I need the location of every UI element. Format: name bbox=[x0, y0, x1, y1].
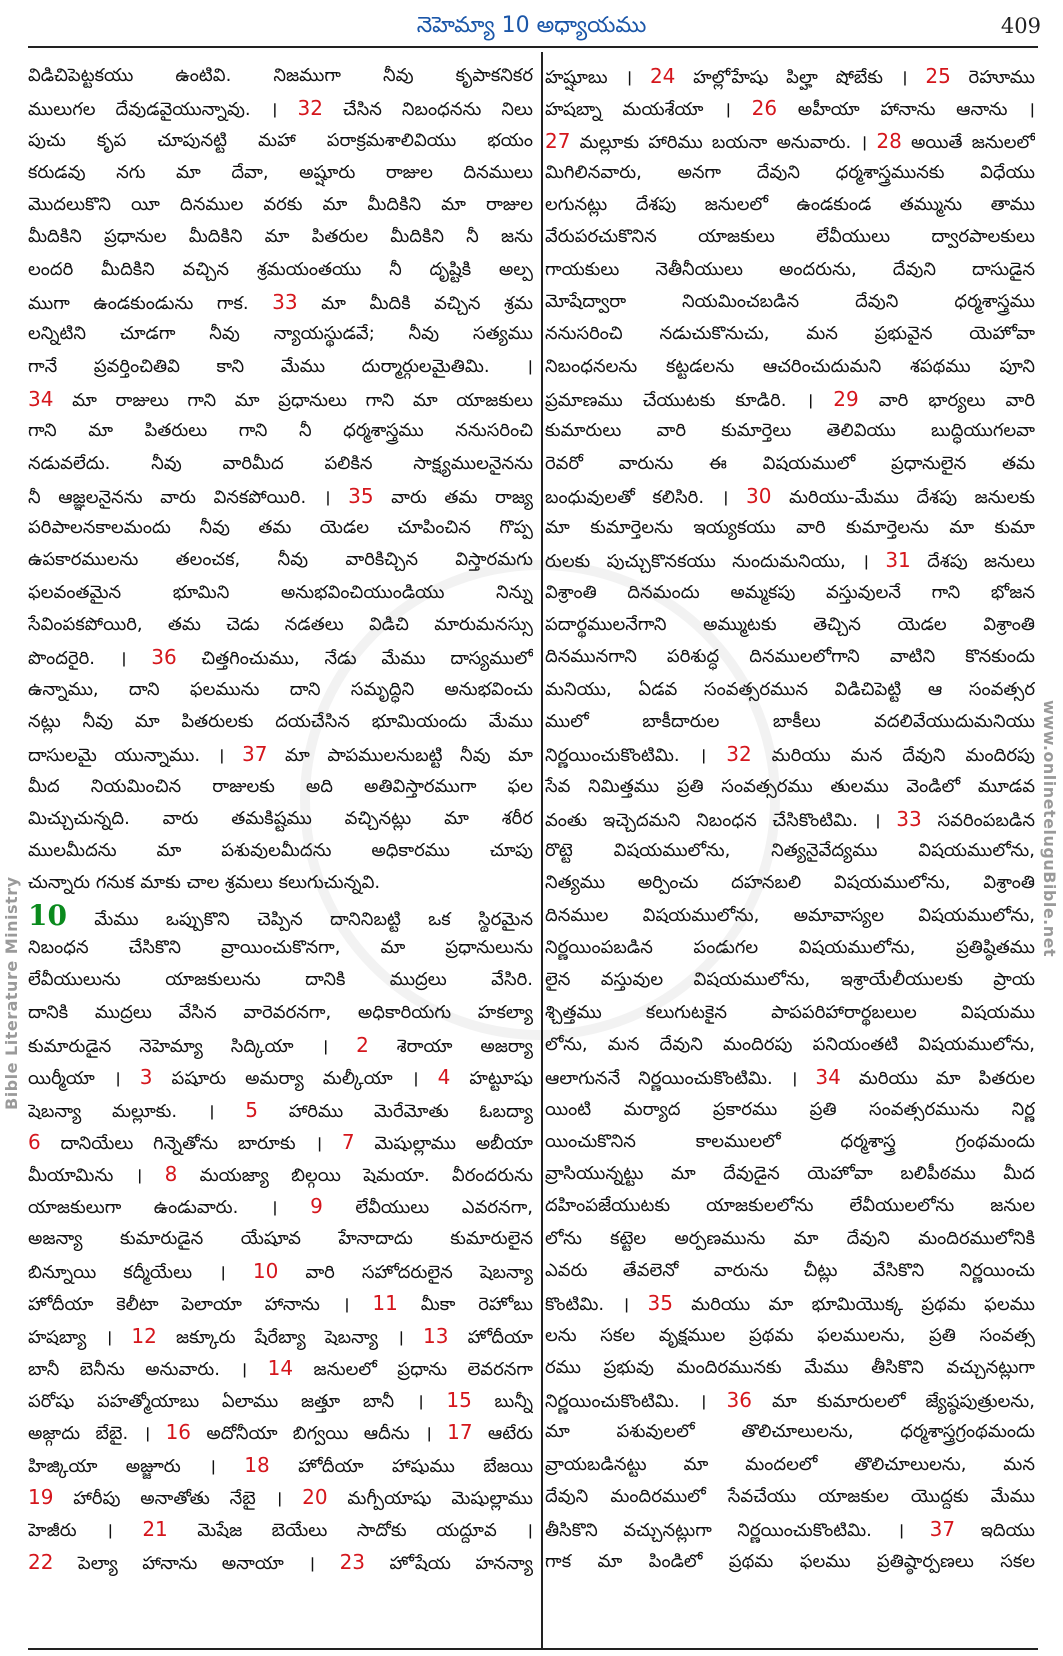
verse-number: 31 bbox=[885, 548, 911, 573]
verse-text: మోషేద్వారా నియమించబడిన దేవుని ధర్మశాస్త్రము bbox=[545, 291, 1035, 313]
verse-text: సేవింపకపోయిరి, తమ చెడు నడతలు విడిచి మారుమనస్సు bbox=[28, 614, 533, 636]
verse-text: నిత్యము అర్పించు దహనబలి విషయములోను, విశ్రాంతి bbox=[545, 872, 1035, 894]
verse-text: నట్లు నీవు మా పితరులకు దయచేసిన భూమియందు మేము bbox=[28, 710, 533, 732]
text-line bbox=[545, 835, 1035, 867]
chapter-number: 10 bbox=[28, 899, 67, 932]
text-line bbox=[28, 1352, 533, 1384]
verse-text: ఫలవంతమైన భూమిని అనుభవించియుండియు నిన్ను bbox=[28, 581, 533, 603]
verse-text: శెరాయా అజర్యా bbox=[368, 1035, 533, 1057]
verse-number: 37 bbox=[929, 1517, 956, 1542]
text-line bbox=[28, 60, 533, 92]
verse-text: మనియు, ఏడవ సంవత్సరమున విడిచిపెట్టి ఆ సంవత్సర bbox=[545, 678, 1035, 700]
text-line bbox=[545, 448, 1035, 480]
verse-text: మీదికిని ప్రధానుల మీదికిని మా పితరుల మీదికిని నీ జను bbox=[28, 226, 533, 248]
verse-text: దాసులమై యున్నాము. । bbox=[28, 745, 242, 767]
verse-number: 17 bbox=[447, 1420, 473, 1445]
text-line bbox=[28, 1126, 533, 1158]
verse-text: మెషేజ బెయేలు సాదోకు యద్దూవ । bbox=[167, 1520, 533, 1542]
verse-text: మా పశువులలో తొలిచూలులను, ధర్మశాస్త్రగ్రంథమందు bbox=[545, 1421, 1035, 1443]
text-line bbox=[28, 900, 533, 932]
text-line bbox=[545, 351, 1035, 383]
text-line bbox=[28, 932, 533, 964]
verse-text: చున్నారు గనుక మాకు చాల శ్రమలు కలుగుచున్నవి. bbox=[28, 872, 381, 894]
header-rule bbox=[28, 46, 1038, 48]
text-line bbox=[545, 415, 1035, 447]
text-line bbox=[28, 1255, 533, 1287]
text-line bbox=[545, 803, 1035, 835]
verse-text: సేవ నిమిత్తము ప్రతి సంవత్సరము తులము వెండిలో మూడవ bbox=[545, 775, 1035, 797]
text-line bbox=[28, 1481, 533, 1513]
text-line bbox=[545, 60, 1035, 92]
verse-text: దేవుని మందిరములో సేవచేయు యాజకుల యొద్దకు మేము bbox=[545, 1486, 1035, 1508]
left-margin-watermark bbox=[0, 0, 30, 1656]
verse-text: బంధువులతో కలిసిరి. । bbox=[545, 486, 746, 508]
verse-number: 24 bbox=[649, 64, 676, 88]
text-line bbox=[545, 932, 1035, 964]
verse-text: శ్చిత్తము కలుగుటకైన పాపపరిహారార్థబలుల విషయము bbox=[545, 1001, 1035, 1023]
text-line bbox=[545, 997, 1035, 1029]
text-line bbox=[545, 577, 1035, 609]
verse-text: లేవీయులును యాజకులును దానికి ముద్రలు వేసిరి. bbox=[28, 969, 533, 991]
verse-text: బానీ బెనీను అనువారు. । bbox=[28, 1358, 268, 1380]
verse-number: 8 bbox=[164, 1162, 178, 1187]
verse-number: 15 bbox=[446, 1388, 472, 1413]
verse-text: పషూరు అమర్యా మల్కీయా । bbox=[152, 1068, 438, 1090]
verse-text: నిర్ణయించుకొంటిమి. । bbox=[545, 1391, 727, 1413]
text-line bbox=[28, 157, 533, 189]
verse-text: గాని మా పితరులు గాని నీ ధర్మశాస్త్రము ననుసరించి bbox=[28, 420, 533, 442]
verse-text: తీసికొని వచ్చునట్లుగా నిర్ణయించుకొంటిమి. । bbox=[545, 1520, 930, 1542]
verse-text: మేము ఒప్పుకొని చెప్పిన దానినిబట్టి ఒక స్థిరమైన bbox=[66, 908, 533, 930]
verse-text: మా రాజులు గాని మా ప్రధానులు గాని మా యాజకులు bbox=[53, 389, 533, 411]
text-line bbox=[28, 641, 533, 673]
verse-text: ఉపకారములను తలంచక, నీవు వారికిచ్చిన విస్తారమగు bbox=[28, 549, 533, 571]
text-line bbox=[545, 480, 1035, 512]
verse-text: మీయామిను । bbox=[28, 1165, 165, 1187]
text-line bbox=[28, 867, 533, 899]
verse-number: 2 bbox=[356, 1032, 369, 1057]
text-line bbox=[28, 383, 533, 415]
verse-number: 36 bbox=[151, 645, 177, 670]
verse-text: లన్నిటిని చూడగా నీవు న్యాయస్థుడవే; నీవు సత్యము bbox=[28, 323, 533, 345]
text-line bbox=[28, 318, 533, 350]
verse-number: 36 bbox=[726, 1388, 752, 1413]
text-line bbox=[28, 738, 533, 770]
text-line bbox=[545, 1481, 1035, 1513]
verse-text: హష్షూబు । bbox=[545, 67, 650, 88]
text-line bbox=[28, 512, 533, 544]
verse-number: 10 bbox=[252, 1258, 279, 1283]
text-line bbox=[545, 1061, 1035, 1093]
text-line bbox=[28, 125, 533, 157]
verse-text: యించుకొనిన కాలములలో ధర్మశాస్త్ర గ్రంథమందు bbox=[545, 1130, 1035, 1152]
verse-text: దినమునగాని పరిశుద్ధ దినములలోగాని వాటిని కొనకుందు bbox=[545, 646, 1035, 668]
verse-text: పరిపాలనకాలమందు నీవు తమ యెడల చూపించిన గొప్ప bbox=[28, 517, 533, 539]
verse-text: మా పాపములనుబట్టి నీవు మా bbox=[267, 745, 533, 767]
verse-number: 33 bbox=[896, 806, 922, 831]
verse-text: అదోనీయా బిగ్వయి ఆదీను । bbox=[191, 1423, 448, 1445]
verse-number: 18 bbox=[244, 1452, 270, 1477]
verse-text: హారీపు అనాతోతు నేబై । bbox=[53, 1488, 303, 1510]
text-line bbox=[28, 1287, 533, 1319]
verse-text: ననుసరించి నడుచుకొనుచు, మన ప్రభువైన యెహోవా bbox=[545, 323, 1035, 345]
verse-text: హిజ్కియా అజ్జూరు । bbox=[28, 1455, 245, 1477]
text-line bbox=[28, 221, 533, 253]
verse-text: కుమారులు వారి కుమార్తెలు తెలివియు బుద్ధియుగలవా bbox=[545, 420, 1035, 442]
verse-text: వారు తమ రాజ్య bbox=[373, 486, 533, 508]
page-header bbox=[0, 0, 1063, 44]
verse-number: 16 bbox=[165, 1420, 192, 1445]
text-line bbox=[545, 1449, 1035, 1481]
verse-text: పుచు కృప చూపునట్టి మహా పరాక్రమశాలివియు భయం bbox=[28, 129, 533, 151]
text-line bbox=[28, 480, 533, 512]
text-line bbox=[545, 157, 1035, 189]
text-line bbox=[28, 577, 533, 609]
text-line bbox=[545, 383, 1035, 415]
verse-number: 13 bbox=[423, 1323, 449, 1348]
verse-text: జక్కూరు షేరేబ్యా షెబన్యా । bbox=[156, 1326, 424, 1348]
verse-text: హోదీయా bbox=[448, 1326, 533, 1348]
verse-text: గాక మా పిండిలో ప్రథమ ఫలము ప్రతిష్ఠార్పణలు సకల bbox=[545, 1550, 1035, 1572]
verse-text: బున్నీ bbox=[471, 1391, 533, 1413]
verse-text: హట్టూషు bbox=[450, 1068, 533, 1090]
verse-text: మగ్పీయాషు మెషుల్లాము bbox=[327, 1488, 533, 1510]
right-margin-watermark bbox=[1033, 0, 1063, 1656]
verse-number: 34 bbox=[28, 386, 54, 411]
text-line bbox=[545, 1287, 1035, 1319]
text-line bbox=[545, 674, 1035, 706]
verse-text: అయితే జనులలో bbox=[901, 131, 1035, 153]
verse-number: 5 bbox=[245, 1097, 259, 1122]
text-line bbox=[545, 609, 1035, 641]
verse-text: వారి సహోదరులైన షెబన్యా bbox=[278, 1261, 533, 1283]
verse-number: 27 bbox=[545, 128, 571, 153]
verse-text: చిత్తగించుము, నేడు మేము దాస్యములో bbox=[176, 648, 533, 670]
verse-text: నిబంధనలను కట్టడలను ఆచరించుదుమని శపథము పూని bbox=[545, 355, 1035, 377]
verse-text: చేసిన నిబంధనను నిలు bbox=[322, 99, 533, 121]
text-line bbox=[28, 771, 533, 803]
verse-text: వారి భార్యలు వారి bbox=[858, 389, 1035, 411]
verse-number: 6 bbox=[28, 1129, 41, 1154]
text-line bbox=[545, 92, 1035, 124]
verse-text: సవరింపబడిన bbox=[921, 809, 1035, 831]
text-line bbox=[545, 1126, 1035, 1158]
verse-text: మా కుమార్తెలను ఇయ్యకయు వారి కుమార్తెలను మా కుమా bbox=[545, 517, 1035, 539]
verse-number: 32 bbox=[297, 96, 323, 121]
verse-text: అహీయా హానాను ఆనాను । bbox=[777, 99, 1035, 121]
verse-text: మీద నియమించిన రాజులకు అది అతివిస్తారముగా ఫల bbox=[28, 775, 533, 797]
verse-text: పెల్యా హానాను అనాయా । bbox=[53, 1552, 340, 1574]
text-line bbox=[545, 1094, 1035, 1126]
verse-text: మా కుమారులలో జ్యేష్ఠపుత్రులను, bbox=[751, 1391, 1035, 1413]
text-line bbox=[545, 125, 1035, 157]
text-line bbox=[28, 1416, 533, 1448]
verse-text: ఆలాగుననే నిర్ణయించుకొంటిమి. । bbox=[545, 1068, 816, 1090]
text-line bbox=[545, 512, 1035, 544]
verse-text: జనులలో ప్రధాను లెవరనగా bbox=[293, 1358, 533, 1380]
verse-number: 32 bbox=[726, 742, 752, 767]
verse-text: మిచ్చుచున్నది. వారు తమకిష్టము వచ్చినట్లు మా శరీర bbox=[28, 807, 533, 829]
text-line bbox=[545, 1546, 1035, 1578]
verse-text: నిర్ణయించుకొంటిమి. । bbox=[545, 745, 727, 767]
text-line bbox=[28, 1094, 533, 1126]
text-line bbox=[545, 641, 1035, 673]
verse-text: మిగిలినవారు, అనగా దేవుని ధర్మశాస్త్రమునకు విధేయు bbox=[545, 161, 1035, 183]
verse-text: లందరి మీదికిని వచ్చిన శ్రమయంతయు నీ దృష్టికి అల్ప bbox=[28, 258, 533, 280]
text-line bbox=[545, 1416, 1035, 1448]
verse-text: మొదలుకొని యీ దినముల వరకు మా మీదికిని మా రాజుల bbox=[28, 194, 533, 216]
text-line bbox=[28, 1546, 533, 1578]
verse-number: 34 bbox=[815, 1065, 841, 1090]
verse-text: వేరుపరచుకొనిన యాజకులు లేవీయులు ద్వారపాలకులు bbox=[545, 226, 1035, 248]
verse-text: దానియేలు గిన్నెతోను బారూకు । bbox=[40, 1132, 342, 1154]
verse-text: లను సకల వృక్షముల ప్రథమ ఫలములను, ప్రతి సంవత్స bbox=[545, 1324, 1035, 1346]
verse-text: లోను కట్టెల అర్పణమును మా దేవుని మందిరములోనికి bbox=[545, 1227, 1035, 1249]
verse-text: హోదీయా కెలీటా పెలాయా హానాను । bbox=[28, 1294, 373, 1316]
verse-number: 29 bbox=[833, 386, 859, 411]
text-line bbox=[545, 286, 1035, 318]
verse-text: రెవరో వారును ఈ విషయములో ప్రధానులైన తమ bbox=[545, 452, 1035, 474]
text-line bbox=[28, 1190, 533, 1222]
text-line bbox=[28, 92, 533, 124]
text-line bbox=[545, 771, 1035, 803]
verse-text: అజన్యా కుమారుడైన యేషూవ హేనాదాదు కుమారులైన bbox=[28, 1227, 533, 1249]
text-line bbox=[545, 1255, 1035, 1287]
page-number: 409 bbox=[1000, 14, 1041, 38]
text-line bbox=[545, 1158, 1035, 1190]
text-line bbox=[545, 1384, 1035, 1416]
verse-text: ఇదియు bbox=[955, 1520, 1035, 1542]
verse-text: మరియు మా భూమియొక్క ప్రథమ ఫలము bbox=[672, 1294, 1035, 1316]
right-text-column bbox=[545, 60, 1035, 1578]
verse-text: యింటి మర్యాద ప్రకారము ప్రతి సంవత్సరమును నిర్ణ bbox=[545, 1098, 1035, 1120]
text-line bbox=[28, 964, 533, 996]
verse-text: హోదీయా హాషుము బేజయి bbox=[269, 1455, 533, 1477]
text-line bbox=[28, 609, 533, 641]
verse-number: 37 bbox=[241, 742, 268, 767]
text-line bbox=[545, 964, 1035, 996]
verse-number: 19 bbox=[28, 1485, 54, 1510]
text-line bbox=[28, 997, 533, 1029]
verse-text: లోను, మన దేవుని మందిరపు పనియంతటి విషయములోను, bbox=[545, 1033, 1035, 1055]
verse-text: మా మీదికి వచ్చిన శ్రమ bbox=[297, 293, 533, 315]
verse-text: మరియు-మేము దేశపు జనులకు bbox=[771, 486, 1035, 508]
verse-text: ములుగల దేవుడవైయున్నావు. । bbox=[28, 99, 298, 121]
text-line bbox=[28, 1449, 533, 1481]
text-line bbox=[545, 1352, 1035, 1384]
text-line bbox=[545, 867, 1035, 899]
verse-number: 33 bbox=[272, 290, 298, 315]
verse-text: దినముల విషయములోను, అమావాస్యల విషయములోను, bbox=[545, 904, 1035, 926]
verse-number: 9 bbox=[310, 1194, 323, 1219]
text-line bbox=[28, 1513, 533, 1545]
verse-text: గాయకులు నెతీనీయులు అందరును, దేవుని దాసుడైన bbox=[545, 258, 1035, 280]
verse-text: పదార్థములనేగాని అమ్ముటకు తెచ్చిన యెడల విశ్రాంతి bbox=[545, 614, 1035, 636]
verse-number: 35 bbox=[647, 1291, 673, 1316]
text-line bbox=[28, 803, 533, 835]
verse-text: విడిచిపెట్టకయు ఉంటివి. నిజముగా నీవు కృపాకనికర bbox=[28, 65, 533, 86]
text-line bbox=[545, 738, 1035, 770]
verse-text: ఎవరు తేవలెనో వారును చీట్లు వేసికొని నిర్ణయించు bbox=[545, 1259, 1035, 1281]
left-text-column bbox=[28, 60, 533, 1578]
text-line bbox=[545, 1190, 1035, 1222]
verse-text: ఉన్నాము, దాని ఫలమును దాని సమృద్ధిని అనుభవించు bbox=[28, 678, 533, 700]
text-line bbox=[545, 221, 1035, 253]
footer-rule bbox=[28, 1648, 1038, 1650]
verse-text: పొందరైరి. । bbox=[28, 648, 152, 670]
verse-text: ప్రమాణము చేయుటకు కూడిరి. । bbox=[545, 389, 834, 411]
text-line bbox=[28, 286, 533, 318]
verse-number: 7 bbox=[341, 1129, 355, 1154]
verse-text: రొట్టె విషయములోను, నిత్యనైవేద్యము విషయములోను, bbox=[545, 840, 1035, 862]
text-line bbox=[545, 189, 1035, 221]
text-line bbox=[545, 318, 1035, 350]
verse-text: నడువలేదు. నీవు వారిమీద పలికిన సాక్ష్యములనైనను bbox=[28, 452, 533, 474]
verse-number: 11 bbox=[372, 1291, 398, 1316]
text-line bbox=[28, 674, 533, 706]
verse-text: ముగా ఉండకుండును గాక. bbox=[28, 293, 273, 315]
verse-text: లైన వస్తువుల విషయములోను, ఇశ్రాయేలీయులకు ప్రాయ bbox=[545, 969, 1035, 991]
verse-text: లగునట్లు దేశపు జనులలో ఉండకుండ తమ్మును తాము bbox=[545, 194, 1035, 216]
text-line bbox=[28, 1061, 533, 1093]
verse-text: దేశపు జనులు bbox=[910, 551, 1035, 573]
website-watermark-text: www.onlineteluguBible.net bbox=[1040, 700, 1059, 958]
text-line bbox=[28, 351, 533, 383]
ministry-watermark-text: Bible Literature Ministry bbox=[2, 876, 21, 1110]
text-line bbox=[545, 1223, 1035, 1255]
verse-text: కరుడవు నగు మా దేవా, అష్షూరు రాజుల దినములు bbox=[28, 161, 533, 183]
verse-text: మరియు మా పితరుల bbox=[840, 1068, 1035, 1090]
verse-text: కుమారుడైన నెహెమ్యా సిద్కియా । bbox=[28, 1035, 357, 1057]
text-line bbox=[28, 254, 533, 286]
verse-text: ములమీదను మా పశువులమీదను అధికారము చూపు bbox=[28, 840, 533, 862]
text-line bbox=[28, 448, 533, 480]
verse-text: రము ప్రభువు మందిరమునకు మేము తీసికొని వచ్చునట్లుగా bbox=[545, 1356, 1035, 1378]
verse-text: గానే ప్రవర్తించితివి కాని మేము దుర్మార్గులమైతిమి. । bbox=[28, 355, 533, 377]
verse-text: వంతు ఇచ్చెదమని నిబంధన చేసికొంటిమి. । bbox=[545, 809, 897, 831]
text-line bbox=[28, 544, 533, 576]
verse-text: యిర్మీయా । bbox=[28, 1068, 140, 1090]
verse-text: హోషేయ హనన్యా bbox=[365, 1552, 533, 1574]
verse-text: మయజ్యా బిల్గయి షెమయా. వీరందరును bbox=[177, 1165, 533, 1187]
text-line bbox=[28, 415, 533, 447]
verse-number: 30 bbox=[745, 483, 772, 508]
verse-text: కొంటిమి. । bbox=[545, 1294, 648, 1316]
chapter-title: నెహెమ్యా 10 అధ్యాయము bbox=[416, 13, 647, 38]
text-line bbox=[545, 544, 1035, 576]
verse-number: 23 bbox=[339, 1549, 366, 1574]
verse-number: 28 bbox=[876, 128, 902, 153]
verse-text: యాజకులుగా ఉండువారు. । bbox=[28, 1197, 311, 1219]
verse-text: మరియు మన దేవుని మందిరపు bbox=[751, 745, 1035, 767]
text-line bbox=[28, 1223, 533, 1255]
verse-text: రులకు పుచ్చుకొనకయు నుందుమనియు, । bbox=[545, 551, 886, 573]
verse-text: లేవీయులు ఎవరనగా, bbox=[322, 1197, 533, 1219]
verse-number: 3 bbox=[139, 1065, 153, 1090]
verse-text: హెజీరు । bbox=[28, 1520, 143, 1542]
text-line bbox=[545, 1513, 1035, 1545]
verse-text: షెబన్యా మల్లూకు. । bbox=[28, 1100, 246, 1122]
verse-text: అజ్గాదు బేబై. । bbox=[28, 1423, 166, 1445]
verse-text: మల్లూకు హారిము బయనా అనువారు. । bbox=[570, 131, 877, 153]
verse-text: రెహూము bbox=[950, 67, 1035, 88]
verse-text: హారిము మెరేమోతు ఓబద్యా bbox=[258, 1100, 533, 1122]
text-line bbox=[28, 1158, 533, 1190]
text-line bbox=[545, 706, 1035, 738]
verse-text: నిర్ణయింపబడిన పండుగల విషయములోను, ప్రతిష్ఠితము bbox=[545, 937, 1035, 959]
verse-text: విశ్రాంతి దినమందు అమ్మకపు వస్తువులనే గాని భోజన bbox=[545, 581, 1035, 603]
verse-number: 14 bbox=[267, 1355, 294, 1380]
verse-text: వ్రాసియున్నట్టు మా దేవుడైన యెహోవా బలిపీఠము మీద bbox=[545, 1163, 1035, 1185]
verse-text: మెషుల్లాము అబీయా bbox=[354, 1132, 533, 1154]
verse-number: 26 bbox=[751, 96, 778, 121]
verse-number: 4 bbox=[437, 1065, 451, 1090]
text-line bbox=[28, 1029, 533, 1061]
text-line bbox=[545, 1029, 1035, 1061]
text-line bbox=[545, 254, 1035, 286]
text-line bbox=[28, 706, 533, 738]
verse-text: వ్రాయబడినట్టు మా మందలలో తొలిచూలులను, మన bbox=[545, 1453, 1035, 1475]
verse-number: 35 bbox=[348, 483, 374, 508]
verse-text: పరోషు పహత్మోయాబు ఏలాము జత్తూ బానీ । bbox=[28, 1391, 447, 1413]
verse-number: 12 bbox=[131, 1323, 157, 1348]
verse-text: నిబంధన చేసికొని వ్రాయించుకొనగా, మా ప్రధానులును bbox=[28, 937, 533, 959]
verse-number: 25 bbox=[925, 64, 951, 88]
verse-text: ఆటేరు bbox=[472, 1423, 533, 1445]
verse-text: ములో బాకీదారుల బాకీలు వదలివేయుదుమనియు bbox=[545, 710, 1035, 732]
text-line bbox=[28, 1320, 533, 1352]
verse-number: 22 bbox=[28, 1549, 54, 1574]
verse-number: 21 bbox=[142, 1517, 168, 1542]
text-line bbox=[28, 835, 533, 867]
verse-text: మీకా రెహోబు bbox=[397, 1294, 533, 1316]
text-line bbox=[545, 900, 1035, 932]
verse-text: నీ ఆజ్ఞలనైనను వారు వినకపోయిరి. । bbox=[28, 486, 349, 508]
text-line bbox=[28, 1384, 533, 1416]
verse-text: హల్లోహేషు పిల్హా షోబేకు । bbox=[675, 67, 926, 88]
verse-text: దహింపజేయుటకు యాజకులలోను లేవీయులలోను జనుల bbox=[545, 1195, 1035, 1217]
verse-text: హషబ్యా । bbox=[28, 1326, 132, 1348]
verse-text: బిన్నూయి కద్మీయేలు । bbox=[28, 1261, 253, 1283]
text-line bbox=[28, 189, 533, 221]
verse-number: 20 bbox=[302, 1485, 328, 1510]
verse-text: హషబ్నా మయశేయా । bbox=[545, 99, 752, 121]
verse-text: దానికి ముద్రలు వేసిన వారెవరనగా, అధికారియగు హకల్యా bbox=[28, 1001, 533, 1023]
text-line bbox=[545, 1320, 1035, 1352]
